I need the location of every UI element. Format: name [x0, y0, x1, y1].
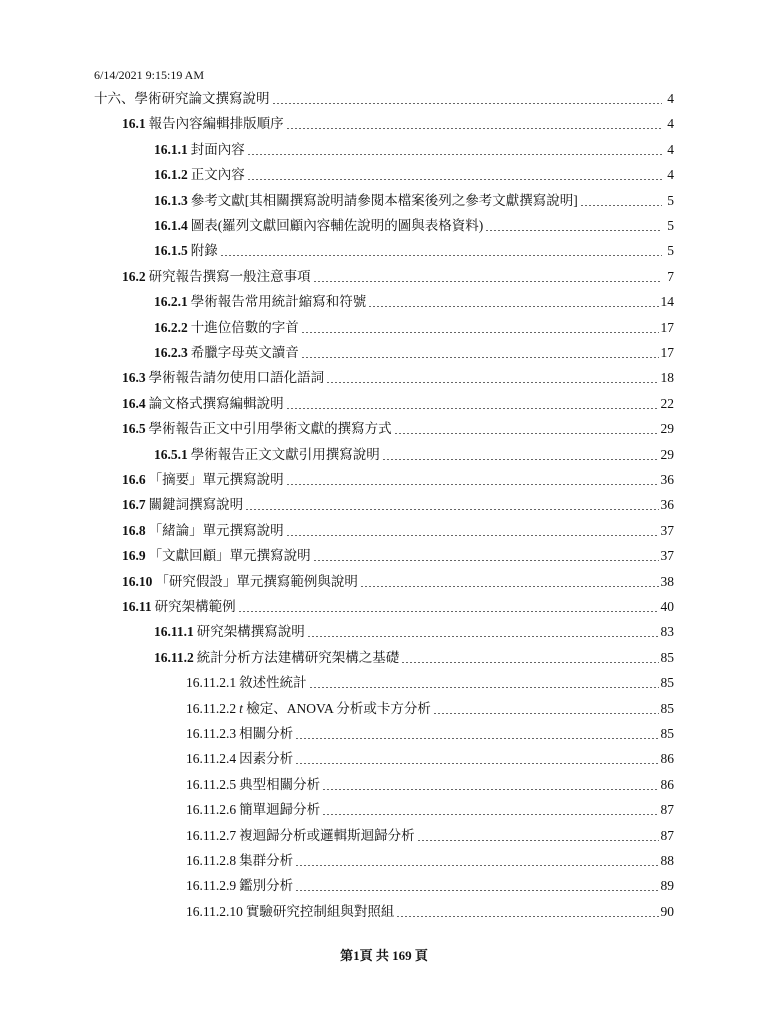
- toc-dot-leader: [295, 763, 658, 764]
- toc-dot-leader: [295, 890, 658, 891]
- toc-entry-title-italic: t: [239, 700, 243, 716]
- toc-entry-title: [191, 291, 367, 313]
- toc-dot-leader: [309, 687, 659, 688]
- toc-entry-title-text: 學術報告正文中引用學術文獻的撰寫方式: [148, 421, 392, 437]
- toc-entry-title: [191, 317, 299, 339]
- toc-entry[interactable]: [186, 850, 674, 872]
- toc-entry[interactable]: [154, 342, 674, 364]
- toc-entry[interactable]: [122, 596, 674, 618]
- toc-dot-leader: [485, 230, 662, 231]
- toc-entry-title-text: 簡單迴歸分析: [239, 802, 321, 818]
- toc-entry-title: [239, 875, 293, 897]
- toc-entry-title-text: 實驗研究控制組與對照組: [245, 903, 395, 919]
- toc-entry-title: [191, 342, 299, 364]
- toc-entry-page: 87: [660, 827, 674, 843]
- toc-entry-page: 5: [667, 243, 674, 259]
- toc-entry-page: 89: [660, 878, 674, 894]
- toc-entry-page: 4: [667, 167, 674, 183]
- toc-entry-title: [149, 266, 311, 288]
- toc-entry-title: [197, 647, 400, 669]
- toc-entry-title: [149, 520, 284, 542]
- toc-entry-page: 18: [660, 370, 674, 386]
- toc-entry-number: 16.7: [122, 497, 146, 513]
- toc-entry[interactable]: [122, 418, 674, 440]
- toc-entry-title-text: 複迴歸分析或邏輯斯迴歸分析: [239, 827, 415, 843]
- toc-entry-number: 16.1.3: [154, 192, 188, 208]
- toc-entry-page: 17: [660, 345, 674, 360]
- toc-dot-leader: [220, 255, 662, 256]
- toc-dot-leader: [238, 611, 659, 612]
- toc-entry-page: 14: [660, 294, 674, 310]
- toc-entry-title: [191, 444, 380, 466]
- toc-entry-page: 88: [660, 853, 674, 868]
- toc-entry-number: 16.1.4: [154, 218, 188, 233]
- toc-entry[interactable]: [186, 825, 674, 847]
- toc-entry-number: 16.1: [122, 116, 146, 132]
- toc-entry-title-text: 附錄: [190, 243, 218, 259]
- toc-entry[interactable]: [154, 240, 674, 262]
- toc-entry-number: 16.1.5: [154, 243, 188, 259]
- toc-entry-title-text: 十進位倍數的字首: [190, 319, 299, 335]
- toc-entry-title-text: 報告內容編輯排版順序: [148, 116, 284, 132]
- toc-dot-leader: [301, 332, 659, 333]
- toc-entry[interactable]: [122, 266, 674, 288]
- toc-entry-page: 22: [660, 395, 674, 411]
- toc-entry-title-text: 因素分析: [239, 751, 294, 767]
- toc-entry-page: 4: [667, 141, 674, 157]
- toc-entry-title: [155, 571, 358, 593]
- toc-entry-number: 16.4: [122, 395, 146, 411]
- toc-entry[interactable]: [186, 901, 674, 923]
- toc-entry-title: [191, 164, 245, 186]
- toc-entry-page: 85: [660, 700, 674, 716]
- print-timestamp: 6/14/2021 9:15:19 AM: [94, 68, 205, 82]
- toc-entry-number: 16.8: [122, 522, 146, 538]
- toc-entry[interactable]: [122, 393, 674, 415]
- toc-dot-leader: [295, 865, 658, 866]
- toc-entry-page: 85: [660, 726, 674, 741]
- toc-entry[interactable]: [122, 545, 674, 567]
- toc-dot-leader: [433, 713, 659, 714]
- toc-entry-title-text: 相關分析: [239, 726, 294, 741]
- toc-entry-page: 7: [667, 268, 674, 284]
- toc-entry[interactable]: [154, 215, 674, 237]
- toc-entry-title-text: 學術報告請勿使用口語化語詞: [148, 370, 325, 386]
- toc-entry-number: 16.11.2: [154, 649, 194, 665]
- toc-entry-page: 37: [660, 548, 674, 564]
- toc-entry[interactable]: [186, 748, 674, 770]
- toc-entry-page: 5: [667, 218, 674, 233]
- toc-entry-title: [239, 748, 293, 770]
- toc-entry-number: 16.3: [122, 370, 146, 386]
- toc-entry-title-text: 圖表(羅列文獻回顧內容輔佐說明的圖與表格資料): [190, 218, 484, 233]
- toc-entry-title: [239, 825, 415, 847]
- toc-entry-page: 83: [660, 624, 674, 640]
- toc-entry-number: 16.11.2.5: [186, 776, 237, 792]
- page-footer: 第1頁 共 169 頁: [340, 948, 428, 963]
- toc-dot-leader: [245, 509, 658, 510]
- toc-entry-page: 90: [660, 903, 674, 919]
- toc-entry-title-text: 學術報告常用統計縮寫和符號: [190, 294, 367, 310]
- toc-entry-number: 16.2.3: [154, 345, 188, 360]
- toc-entry-title: [246, 901, 395, 923]
- toc-entry-title: [191, 240, 218, 262]
- toc-dot-leader: [286, 128, 662, 129]
- toc-entry-number: 16.11.2.8: [186, 853, 237, 868]
- toc-entry-number: 16.11.1: [154, 624, 194, 640]
- toc-entry-number: 16.10: [122, 573, 153, 589]
- toc-dot-leader: [417, 840, 659, 841]
- toc-entry-title-text: 研究架構範例: [154, 599, 236, 614]
- toc-entry-title: [149, 418, 392, 440]
- toc-entry-page: 4: [667, 91, 674, 106]
- toc-dot-leader: [286, 535, 659, 536]
- toc-entry-title: [239, 698, 431, 720]
- toc-entry-title-text: 鑑別分析: [239, 878, 294, 894]
- toc-entry[interactable]: [154, 164, 674, 186]
- toc-entry-number: 16.2: [122, 268, 146, 284]
- toc-entry[interactable]: [122, 367, 674, 389]
- toc-entry-title: [239, 799, 320, 821]
- toc-entry-title-text: 學術報告正文文獻引用撰寫說明: [190, 446, 380, 462]
- toc-entry-title: [239, 672, 307, 694]
- toc-entry-number: 16.11.2.3: [186, 726, 237, 741]
- toc-dot-leader: [313, 560, 659, 561]
- toc-entry-title-text: 「摘要」單元撰寫說明: [148, 472, 284, 487]
- toc-entry-number: 16.11.2.6: [186, 802, 237, 818]
- toc-dot-leader: [580, 205, 662, 206]
- toc-entry[interactable]: [154, 139, 674, 161]
- toc-entry-title: [94, 88, 270, 110]
- toc-entry-page: 38: [660, 573, 674, 589]
- toc-entry[interactable]: [154, 291, 674, 313]
- toc-entry[interactable]: [122, 469, 674, 491]
- toc-entry-page: 4: [667, 116, 674, 132]
- toc-entry-title-text: 參考文獻[其相關撰寫說明請參閱本檔案後列之參考文獻撰寫說明]: [190, 192, 578, 208]
- toc-dot-leader: [368, 306, 658, 307]
- toc-entry[interactable]: [186, 672, 674, 694]
- toc-entry[interactable]: [122, 113, 674, 135]
- toc-entry-title-text: 關鍵詞撰寫說明: [148, 497, 244, 513]
- toc-entry-title: [149, 113, 284, 135]
- toc-entry-title: [149, 545, 311, 567]
- toc-entry-number: 16.5: [122, 421, 146, 437]
- toc-entry-number: 16.1.2: [154, 167, 188, 183]
- toc-entry[interactable]: [122, 494, 674, 516]
- toc-entry[interactable]: [186, 875, 674, 897]
- toc-entry[interactable]: [154, 317, 674, 339]
- toc-entry-title-text: 正文內容: [190, 167, 245, 183]
- toc-entry[interactable]: [154, 647, 674, 669]
- toc-entry-title: [155, 596, 236, 618]
- toc-entry-title: [197, 621, 305, 643]
- toc-entry-title: [239, 850, 293, 872]
- toc-entry-title-text: 研究架構撰寫說明: [196, 624, 305, 640]
- toc-dot-leader: [326, 382, 658, 383]
- toc-entry-title-text: 「緒論」單元撰寫說明: [148, 522, 284, 538]
- toc-entry-title: [191, 190, 578, 212]
- toc-dot-leader: [396, 916, 658, 917]
- toc-entry-title: [149, 393, 284, 415]
- toc-entry-number: 16.11.2.9: [186, 878, 237, 894]
- toc-dot-leader: [286, 408, 659, 409]
- toc-dot-leader: [322, 789, 658, 790]
- toc-entry-title-text: 研究報告撰寫一般注意事項: [148, 268, 311, 284]
- toc-entry[interactable]: [186, 774, 674, 796]
- toc-entry-page: 29: [660, 421, 674, 437]
- toc-dot-leader: [247, 154, 662, 155]
- toc-entry[interactable]: [154, 190, 674, 212]
- toc-dot-leader: [360, 586, 659, 587]
- toc-entry-title: [239, 774, 320, 796]
- toc-entry-title: [191, 215, 484, 237]
- toc-dot-leader: [307, 636, 659, 637]
- toc-entry-title: [239, 723, 293, 745]
- toc-entry-title: [149, 367, 325, 389]
- toc-dot-leader: [394, 433, 659, 434]
- toc-entry[interactable]: [154, 621, 674, 643]
- toc-entry-page: 36: [660, 497, 674, 513]
- toc-dot-leader: [301, 357, 659, 358]
- toc-entry-number: 16.2.2: [154, 319, 188, 335]
- toc-entry-title: [191, 139, 245, 161]
- toc-entry-number: 16.11.2.2: [186, 700, 237, 716]
- toc-entry-page: 5: [667, 192, 674, 208]
- toc-entry-title: [149, 469, 284, 491]
- toc-dot-leader: [295, 738, 658, 739]
- toc-entry-number: 16.11.2.1: [186, 675, 237, 691]
- toc-entry[interactable]: [186, 723, 674, 745]
- toc-entry[interactable]: [186, 799, 674, 821]
- toc-dot-leader: [322, 814, 658, 815]
- toc-dot-leader: [247, 179, 662, 180]
- toc-dot-leader: [401, 662, 658, 663]
- toc-entry[interactable]: [122, 520, 674, 542]
- toc-dot-leader: [272, 103, 663, 104]
- toc-entry[interactable]: [186, 698, 674, 720]
- toc-entry-title-text: 檢定、ANOVA 分析或卡方分析: [242, 700, 431, 716]
- toc-entry-title-text: 十六、學術研究論文撰寫說明: [94, 91, 270, 106]
- toc-entry-page: 87: [660, 802, 674, 818]
- toc-entry-number: 16.9: [122, 548, 146, 564]
- toc-dot-leader: [286, 484, 659, 485]
- toc-entry-number: 16.11.2.4: [186, 751, 237, 767]
- toc-entry-number: 16.11.2.10: [186, 903, 243, 919]
- toc-entry-title: [149, 494, 244, 516]
- toc-entry-title-text: 論文格式撰寫編輯說明: [148, 395, 284, 411]
- toc-dot-leader: [313, 281, 662, 282]
- toc-entry-title-text: 封面內容: [190, 141, 245, 157]
- toc-entry-page: 17: [660, 319, 674, 335]
- toc-entry-number: 16.6: [122, 472, 146, 487]
- toc-entry-title-text: 「文獻回顧」單元撰寫說明: [148, 548, 311, 564]
- toc-entry-title-text: 希臘字母英文讀音: [190, 345, 299, 360]
- toc-entry-number: 16.5.1: [154, 446, 188, 462]
- toc-entry-page: 86: [660, 751, 674, 767]
- toc-entry-number: 16.1.1: [154, 141, 188, 157]
- toc-entry-page: 37: [660, 522, 674, 538]
- toc-entry-number: 16.11: [122, 599, 152, 614]
- toc-entry[interactable]: [122, 571, 674, 593]
- toc-entry-page: 36: [660, 472, 674, 487]
- toc-entry-page: 40: [660, 599, 674, 614]
- toc-entry-page: 85: [660, 675, 674, 691]
- toc-entry-number: 16.2.1: [154, 294, 188, 310]
- toc-entry[interactable]: [154, 444, 674, 466]
- toc-entry-title-text: 敘述性統計: [239, 675, 307, 691]
- toc-entry-page: 85: [660, 649, 674, 665]
- toc-entry[interactable]: [94, 88, 674, 110]
- toc-entry-page: 86: [660, 776, 674, 792]
- toc-entry-title-text: 統計分析方法建構研究架構之基礎: [196, 649, 400, 665]
- toc-entry-number: 16.11.2.7: [186, 827, 237, 843]
- toc-dot-leader: [382, 459, 659, 460]
- toc-entry-title-text: 典型相關分析: [239, 776, 321, 792]
- toc-entry-page: 29: [660, 446, 674, 462]
- toc-entry-title-text: 集群分析: [239, 853, 294, 868]
- toc-entry-title-text: 「研究假設」單元撰寫範例與說明: [155, 573, 358, 589]
